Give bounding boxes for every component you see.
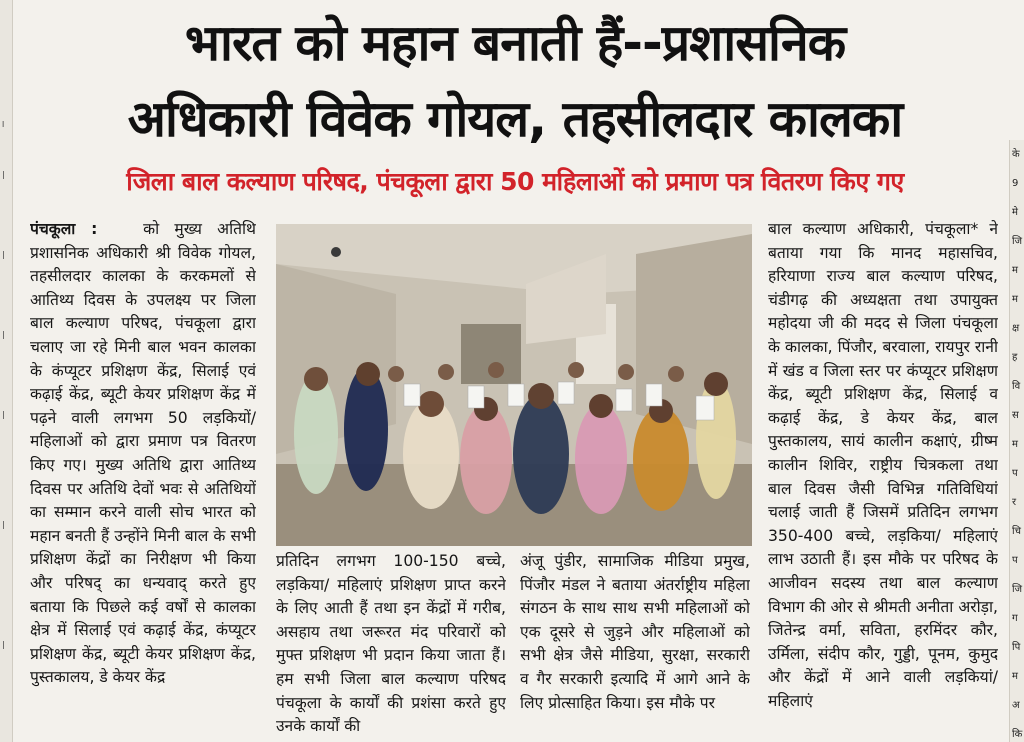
column-1-text: को मुख्य अतिथि प्रशासनिक अधिकारी श्री विवेक गोयल, तहसीलदार कालका के करकमलों से आतिथ्य दिवस के उपलक्ष्य पर जिला बाल कल्याण परिषद, पंचकूला द्वारा चलाए जा रहे मिनी बाल भवन कालका के कंप्यूटर प्रशिक्षण केंद्र, सिलाई एवं कढ़ाई केंद्र, ब्यूटी केयर प्रशिक्षण केंद्र में पढ़ने वाली लगभग 50 लड़कियों/ महिलाओं को द्वारा प्रमाण पत्र वितरण किए गए। मुख्य अतिथि द्वारा आतिथ्य दिवस पर अतिथि देवों भवः से अतिथियों का सम्मान करने वाली सोच भारत को महान बनती हैं उन्होंने मिनी बाल के सभी प्रशिक्षण केंद्रों का निरीक्षण भी किया और परिषद् का धन्यवाद् करते हुए बताया कि पिछले कई वर्षों से कालका क्षेत्र में सिलाई एवं कढ़ाई केंद्र, कंप्यूटर प्रशिक्षण केंद्र, ब्यूटी केयर प्रशिक्षण केंद्र, पुस्तकालय, डे केयर केंद्र [30, 220, 256, 687]
right-edge-fragment: ह [1012, 352, 1018, 363]
dateline: पंचकूला : [30, 220, 98, 238]
right-edge-fragment: पि [1012, 642, 1021, 653]
right-edge-fragment: म [1012, 265, 1018, 276]
right-edge-fragment: म [1012, 671, 1018, 682]
article-column-4 [768, 218, 998, 742]
right-edge-fragment: मे [1012, 207, 1018, 218]
right-edge-fragment: म [1012, 439, 1018, 450]
right-edge-fragment: चि [1012, 526, 1021, 537]
headline-line-1: भारत को महान बनाती हैं--प्रशासनिक [184, 14, 846, 72]
subheadline: जिला बाल कल्याण परिषद, पंचकूला द्वारा 50 महिलाओं को प्रमाण पत्र वितरण किए गए [126, 167, 904, 196]
right-edge-fragment: स [1012, 410, 1019, 421]
column-4-text: बाल कल्याण अधिकारी, पंचकूला* ने बताया गया कि मानद महासचिव, हरियाणा राज्य बाल कल्याण परिषद, चंडीगढ़ की अध्यक्षता तथा उपायुक्त महोदया जी की मदद से जिला पंचकूला के कालका, पिंजौर, बरवाला, रायपुर रानी में खंड व जिला स्तर पर कंप्यूटर प्रशिक्षण केंद्र, ब्यूटी प्रशिक्षण केंद्र, सिलाई व कढ़ाई केंद्र, डे केयर केंद्र, बाल पुस्तकालय, सायं कालीन कक्षाएं, ग्रीष्म कालीन शिविर, राष्ट्रीय चित्रकला तथा बाल दिवस जैसी विभिन्न गतिविधियां चलाई जाती हैं जिसमें प्रतिदिन लगभग 350-400 बच्चे, लड़किया/ महिलाएं लाभ उठाती हैं। इस मौके पर परिषद के आजीवन सदस्य तथा बाल कल्याण विभाग की ओर से श्रीमती अनीता अरोड़ा, जितेन्द्र वर्मा, सविता, हरमिंदर कौर, उर्मिला, संदीप कौर, गुड्डी, पूनम, कुमुद और केंद्रों में आने वाली लड़कियां/महिलाएं [768, 220, 998, 710]
right-edge-fragment: प [1012, 468, 1018, 479]
right-edge-fragment: र [1012, 497, 1017, 508]
left-page-edge: l | | | | | | [0, 0, 13, 742]
right-edge-fragment: कि [1012, 729, 1023, 740]
right-edge-fragment: जि [1012, 236, 1023, 247]
right-edge-fragment: अ [1012, 700, 1020, 711]
right-edge-fragment: के [1012, 149, 1020, 160]
right-edge-fragment: जि [1012, 584, 1023, 595]
article-column-1 [30, 218, 256, 742]
right-page-edge [1009, 140, 1024, 742]
event-photo [276, 224, 752, 546]
right-edge-fragment: प [1012, 555, 1018, 566]
right-edge-fragment: 9 [1012, 178, 1019, 189]
article-column-3 [520, 550, 750, 742]
right-edge-fragment: क्ष [1012, 323, 1020, 334]
right-edge-fragment: वि [1012, 381, 1021, 392]
article-column-2 [276, 550, 506, 742]
right-edge-fragment: म [1012, 294, 1018, 305]
column-3-text: अंजू पुंडीर, सामाजिक मीडिया प्रमुख, पिंजौर मंडल ने बताया अंतर्राष्ट्रीय महिला संगठन के साथ साथ सभी महिलाओं को एक दूसरे से जुड़ने और महिलाओं को सभी क्षेत्र जैसे मीडिया, सुरक्षा, सरकारी व गैर सरकारी इत्यादि में आगे आने के लिए प्रोत्साहित किया। इस मौके पर [520, 552, 750, 712]
headline-line-2: अधिकारी विवेक गोयल, तहसीलदार कालका [127, 90, 903, 148]
column-2-text: प्रतिदिन लगभग 100-150 बच्चे, लड़किया/ महिलाएं प्रशिक्षण प्राप्त करने के लिए आती हैं तथा इन केंद्रों में गरीब, असहाय तथा जरूरत मंद परिवारों को मुफ्त प्रशिक्षण भी प्रदान किया जाता हैं। हम सभी जिला बाल कल्याण परिषद पंचकूला के कार्यों की प्रशंसा करते हुए उनके कार्यों की [276, 552, 506, 736]
right-edge-fragment: ग [1012, 613, 1018, 624]
